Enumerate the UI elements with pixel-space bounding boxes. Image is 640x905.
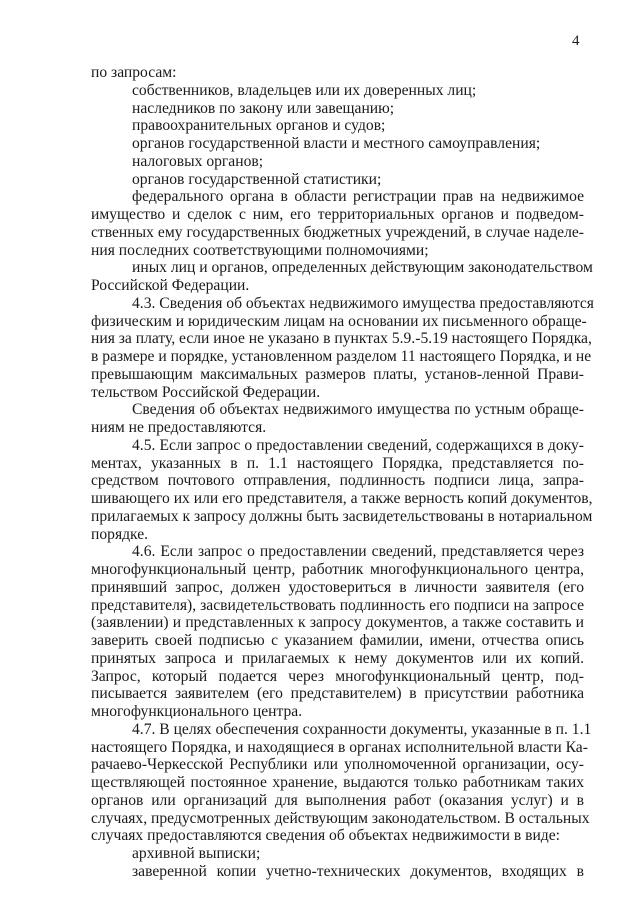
text-line: 4.5. Если запрос о предоставлении сведений, содержащихся в доку-: [132, 437, 584, 454]
text-line: случаях, предусмотренных действующим законодательством. В остальных: [91, 810, 590, 827]
text-line: Запрос, который подается через многофункциональный центр, под-: [91, 668, 584, 685]
text-line: принявший запрос, должен удостовериться в личности заявителя (его: [91, 579, 584, 596]
text-line: органов государственной статистики;: [132, 171, 382, 188]
text-line: писывается заявителем (его представителем) в присутствии работника: [91, 685, 584, 702]
text-line: заверенной копии учетно-технических документов, входящих в: [132, 863, 584, 880]
text-line: органов или организаций для выполнения работ (оказания услуг) и в: [91, 792, 584, 809]
text-line: федерального органа в области регистрации прав на недвижимое: [132, 188, 584, 205]
text-line: случаях предоставляются сведения об объектах недвижимости в виде:: [91, 827, 560, 844]
text-line: правоохранительных органов и судов;: [132, 117, 386, 134]
text-line: порядке.: [91, 526, 149, 543]
page-number: 4: [572, 33, 580, 49]
text-line: физическим и юридическим лицам на основании их письменного обраще-: [91, 313, 587, 330]
text-line: налоговых органов;: [132, 153, 264, 170]
text-line: ментах, указанных в п. 1.1 настоящего Порядка, представляется по-: [91, 455, 584, 472]
text-line: Сведения об объектах недвижимого имущества по устным обраще-: [132, 401, 584, 418]
text-line: заверить своей подписью с указанием фамилии, имени, отчества опись: [91, 632, 584, 649]
text-line: принятых запроса и прилагаемых к нему документов или их копий.: [91, 650, 584, 667]
text-line: ственных ему государственных бюджетных учреждений, в случае наделе-: [91, 224, 584, 241]
text-line: 4.6. Если запрос о предоставлении сведений, представляется через: [132, 543, 584, 560]
text-line: 4.7. В целях обеспечения сохранности документы, указанные в п. 1.1: [132, 721, 592, 738]
text-line: прилагаемых к запросу должны быть засвидетельствованы в нотариальном: [91, 508, 593, 525]
text-line: превышающим максимальных размеров платы, установ-ленной Прави-: [91, 366, 584, 383]
text-line: шивающего их или его представителя, а также верность копий документов,: [91, 490, 593, 507]
text-line: органов государственной власти и местного самоуправления;: [132, 135, 541, 152]
text-line: 4.3. Сведения об объектах недвижимого имущества предоставляются: [132, 295, 594, 312]
text-line: средством почтового отправления, подлинность подписи лица, запра-: [91, 472, 584, 489]
text-line: архивной выписки;: [132, 845, 261, 862]
text-line: ществляющей постоянное хранение, выдаются только работникам таких: [91, 774, 584, 791]
text-line: ния за плату, если иное не указано в пунктах 5.9.-5.19 настоящего Порядка,: [91, 330, 592, 347]
text-line: по запросам:: [91, 64, 177, 81]
text-line: ния последних соответствующими полномочиями;: [91, 242, 429, 259]
text-line: многофункциональный центр, работник многофункционального центра,: [91, 561, 584, 578]
text-line: собственников, владельцев или их доверенных лиц;: [132, 82, 477, 99]
text-line: тельством Российской Федерации.: [91, 384, 321, 401]
text-line: рачаево-Черкесской Республики или уполномоченной организации, осу-: [91, 756, 584, 773]
text-line: в размере и порядке, установленном разделом 11 настоящего Порядка, и не: [91, 348, 592, 365]
text-line: представителя), засвидетельствовать подлинность его подписи на запросе: [91, 597, 584, 614]
text-line: иных лиц и органов, определенных действующим законодательством: [132, 259, 593, 276]
text-line: наследников по закону или завещанию;: [132, 100, 395, 117]
text-line: Российской Федерации.: [91, 277, 250, 294]
text-line: настоящего Порядка, и находящиеся в органах исполнительной власти Ка-: [91, 739, 588, 756]
text-line: (заявлении) и представленных к запросу документов, а также составить и: [91, 614, 584, 631]
text-line: многофункционального центра.: [91, 703, 303, 720]
text-line: ниям не предоставляются.: [91, 419, 267, 436]
text-line: имущество и сделок с ним, его территориальных органов и подведом-: [91, 206, 584, 223]
